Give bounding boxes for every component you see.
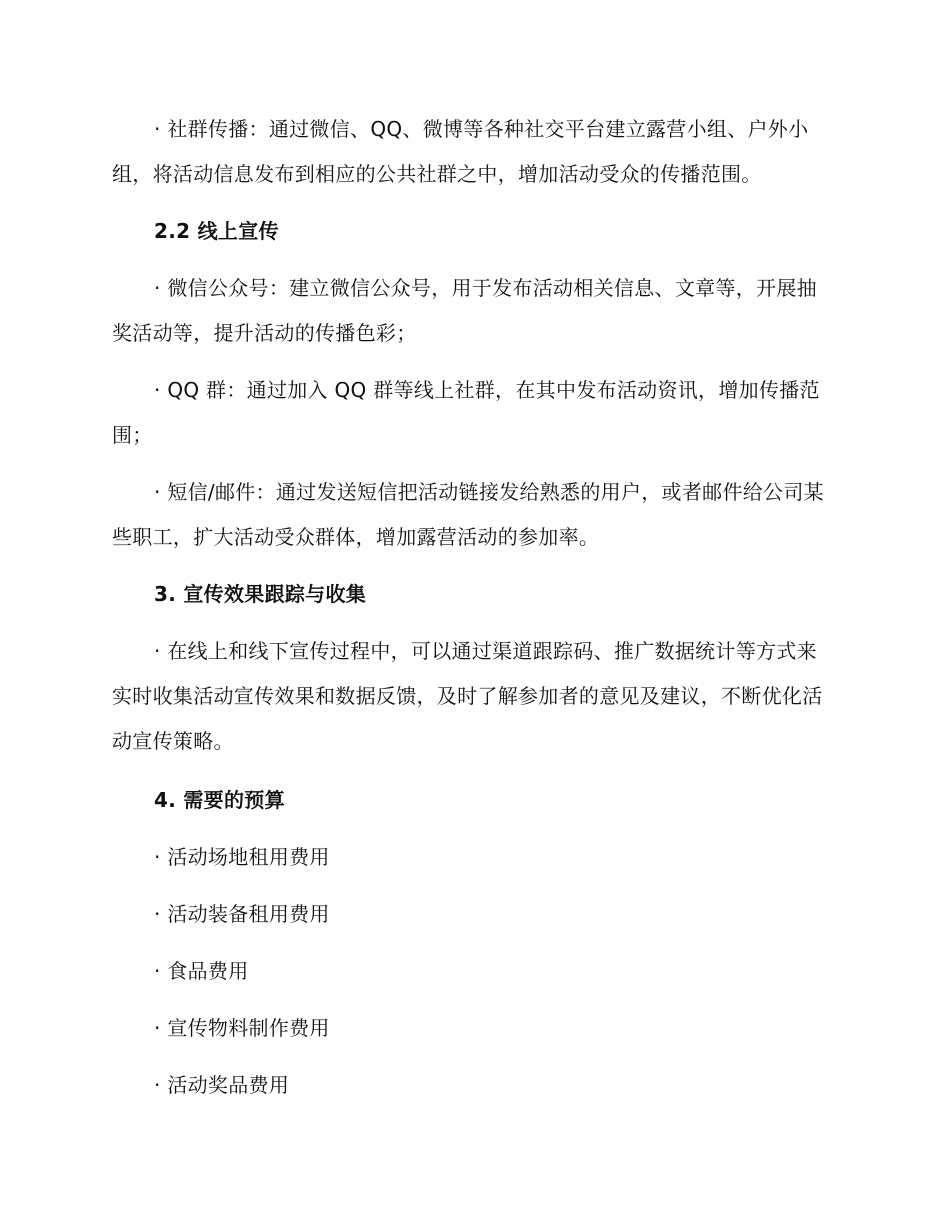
budget-item-food: · 食品费用 <box>154 959 249 983</box>
paragraph-wechat-official: · 微信公众号：建立微信公众号，用于发布活动相关信息、文章等，开展抽奖活动等，提升活动的传播色彩； <box>112 276 817 345</box>
budget-item-prizes: · 活动奖品费用 <box>154 1073 290 1097</box>
heading-online-promotion: 2.2 线上宣传 <box>154 219 279 243</box>
budget-item-venue: · 活动场地租用费用 <box>154 845 330 869</box>
budget-item-materials: · 宣传物料制作费用 <box>154 1016 330 1040</box>
paragraph-sms-email: · 短信/邮件：通过发送短信把活动链接发给熟悉的用户，或者邮件给公司某些职工，扩大活动受众群体，增加露营活动的参加率。 <box>112 480 824 549</box>
heading-effect-tracking: 3. 宣传效果跟踪与收集 <box>154 582 367 606</box>
paragraph-qq-group: · QQ 群：通过加入 QQ 群等线上社群，在其中发布活动资讯，增加传播范围； <box>112 378 820 447</box>
budget-item-equipment: · 活动装备租用费用 <box>154 902 330 926</box>
paragraph-social-spread: · 社群传播：通过微信、QQ、微博等各种社交平台建立露营小组、户外小组，将活动信息发布到相应的公共社群之中，增加活动受众的传播范围。 <box>112 117 809 186</box>
heading-budget: 4. 需要的预算 <box>154 788 285 812</box>
paragraph-tracking-detail: · 在线上和线下宣传过程中，可以通过渠道跟踪码、推广数据统计等方式来实时收集活动宣传效果和数据反馈，及时了解参加者的意见及建议，不断优化活动宣传策略。 <box>112 639 823 753</box>
